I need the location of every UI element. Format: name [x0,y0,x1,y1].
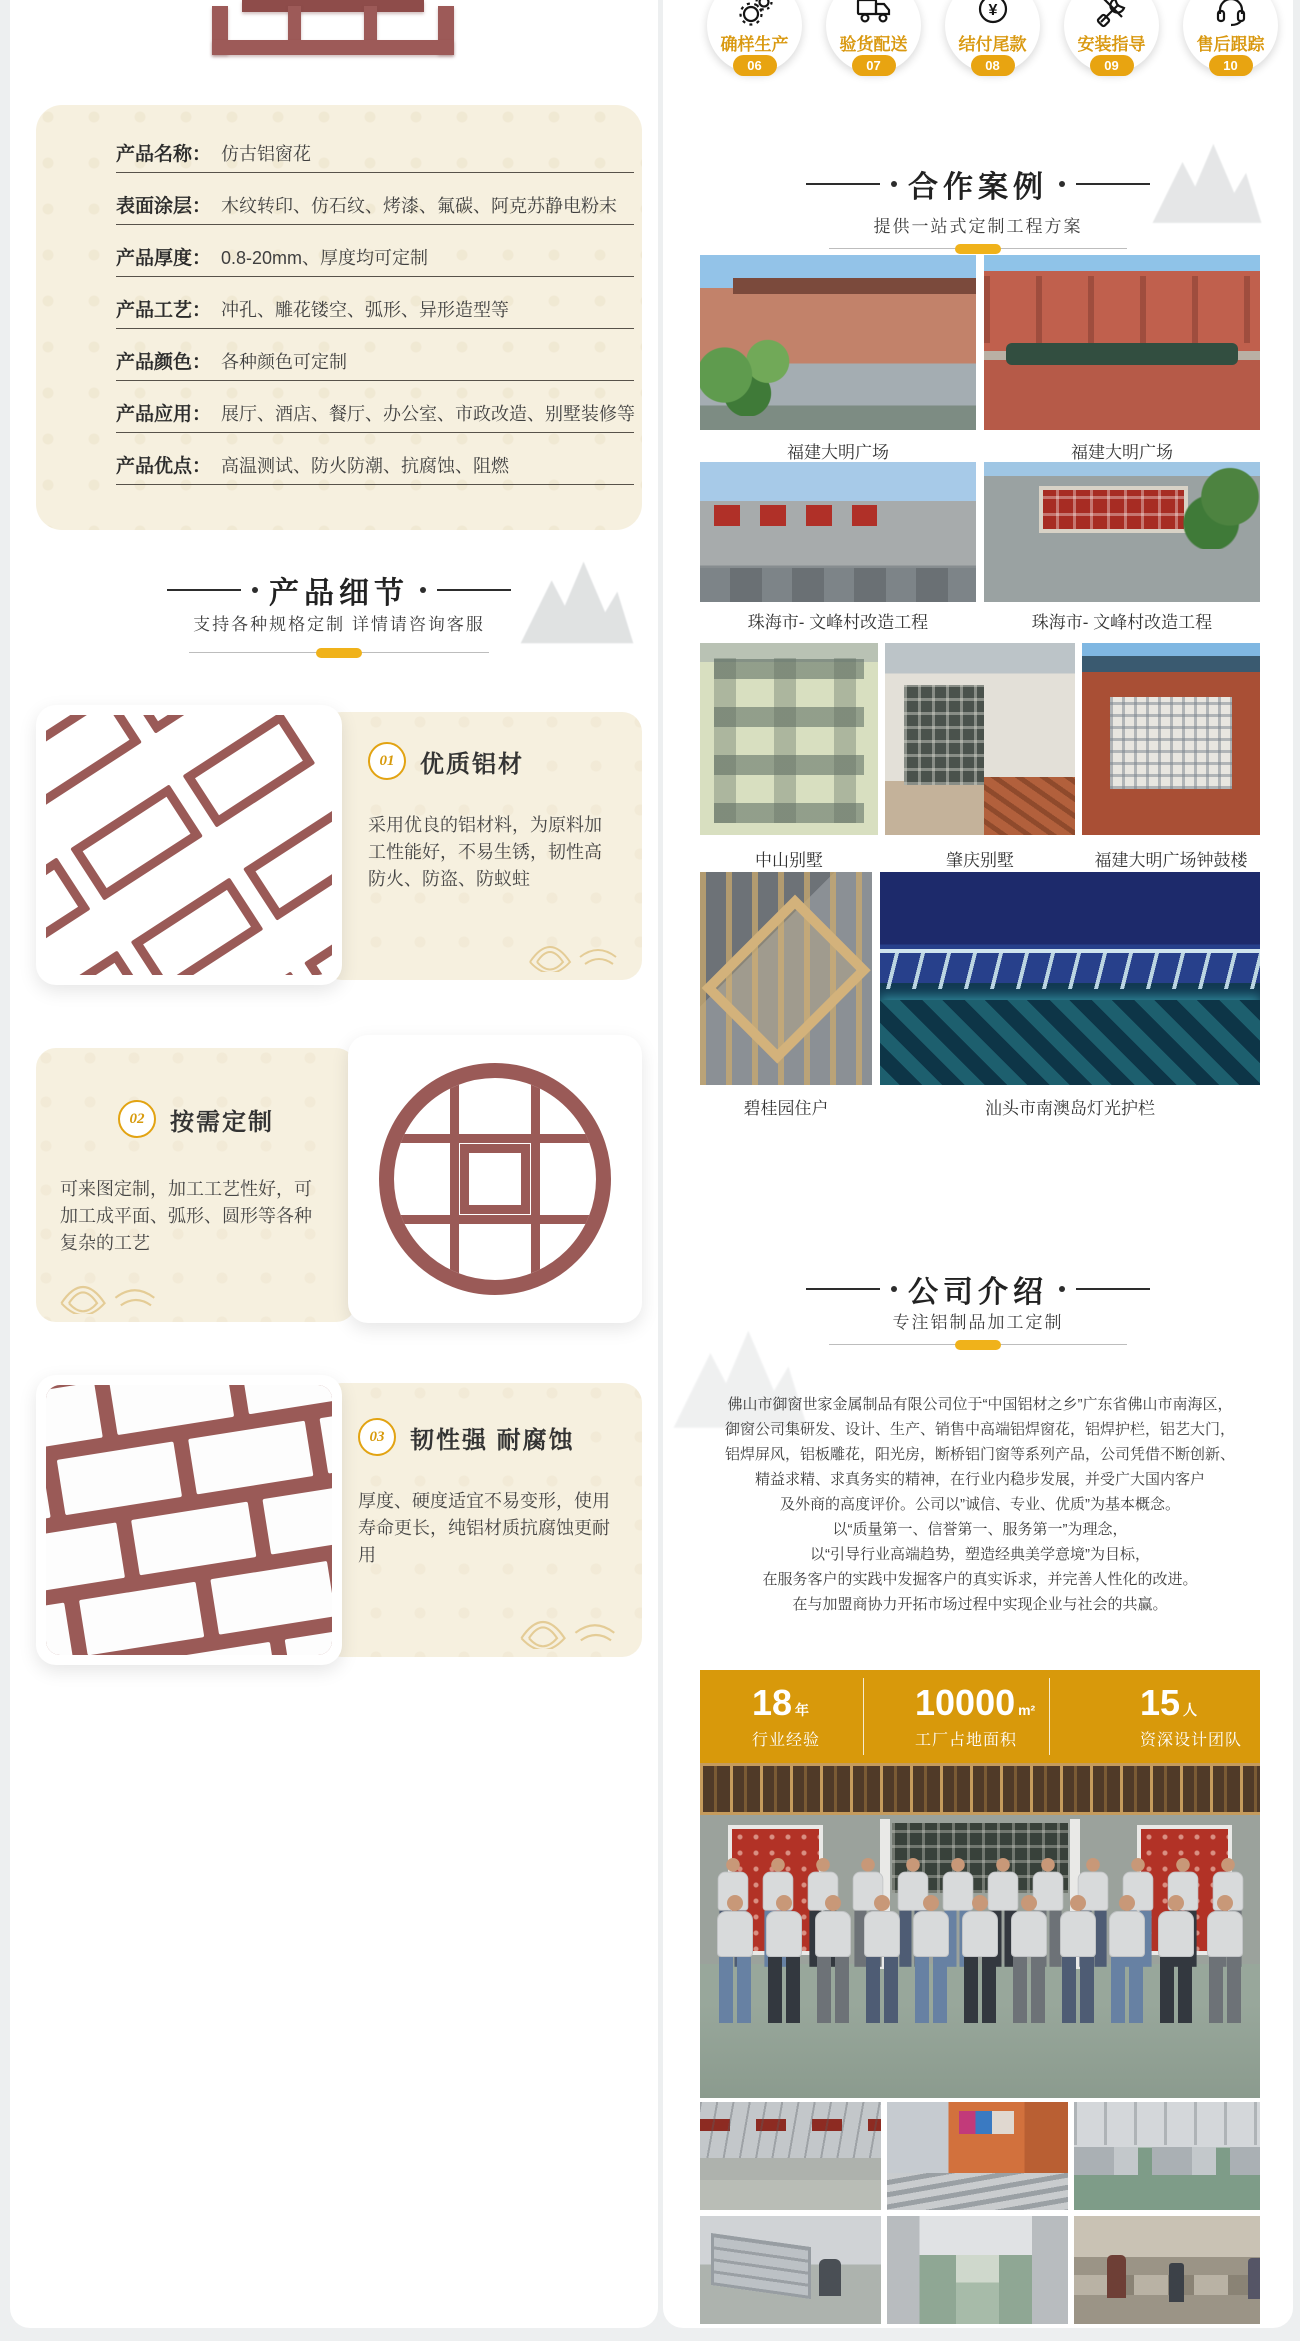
service-step-number: 08 [971,55,1015,76]
case-photo-shantou-railing [880,872,1260,1085]
paragraph-line: 在与加盟商协力开拓市场过程中实现企业与社会的共赢。 [792,1596,1168,1613]
stat-unit: 人 [1183,1702,1198,1718]
section-subtitle-cases: 提供一站式定制工程方案 [873,217,1083,236]
section-divider [829,1344,1127,1345]
section-title-cases [663,162,1293,206]
truck-icon [855,0,893,28]
case-caption: 碧桂园住户 [743,1099,829,1118]
section-title-text: 合作案例 [908,171,1048,204]
section-subtitle-product-details: 支持各种规格定制 详情请咨询客服 [193,615,485,634]
product-spec-card [36,105,642,530]
stat-label: 工厂占地面积 [915,1732,1018,1749]
title-line-left [806,1288,880,1290]
stat-factory-area [915,1682,1036,1750]
service-label: 安装指导 [1077,35,1146,54]
title-dot-right [420,587,426,593]
title-line-right [1076,183,1150,185]
service-label: 验货配送 [839,35,908,54]
gold-wave-decoration-icon [50,1260,170,1314]
spec-value: 展厅、酒店、餐厅、办公室、市政改造、别墅装修等 [221,403,636,424]
spec-row [116,185,634,225]
stat-unit: m² [1018,1702,1036,1718]
stat-design-team [1140,1682,1243,1750]
paragraph-line: 在服务客户的实践中发掘客户的真实诉求，并完善人性化的改进。 [762,1571,1198,1588]
case-caption: 汕头市南澳岛灯光护栏 [985,1099,1155,1118]
number-badge: 01 [368,742,406,780]
paragraph-line: 精益求精、求真务实的精神，在行业内稳步发展，并受广大国内客户 [754,1471,1205,1488]
case-caption: 福建大明广场钟鼓楼 [1094,851,1248,870]
section-divider [189,652,489,653]
service-step-number: 10 [1209,55,1253,76]
gears-icon [737,0,773,28]
section-title-text: 公司介绍 [908,1276,1048,1309]
spec-label: 产品颜色： [116,352,212,373]
title-dot-left [891,1286,897,1292]
case-photo-fujian-daming-1 [700,255,976,430]
factory-photo [700,2216,881,2324]
factory-photo [887,2216,1068,2324]
case-photo-zhaoqing-villa [885,643,1075,835]
paragraph-line: 御窗公司集研发、设计、生产、销售中高端铝焊窗花，铝焊护栏，铝艺大门， [724,1421,1235,1438]
spec-value: 仿古铝窗花 [221,143,312,164]
gold-pill [316,648,362,658]
factory-photo [887,2102,1068,2210]
stat-value: 15 [1140,1682,1181,1723]
tools-icon [1094,0,1130,28]
title-dot-right [1059,1286,1065,1292]
stat-unit: 年 [795,1702,810,1718]
headset-icon [1213,0,1249,28]
stat-separator [1049,1678,1050,1755]
feature-1-text: 采用优良的铝材料，为原料加 工性能好，不易生锈，韧性高 防火、防盗、防蚁蛀 [368,815,602,889]
spec-value: 0.8-20mm、厚度均可定制 [221,247,429,268]
company-intro-paragraph [683,1392,1277,1617]
stat-value: 18 [752,1682,793,1723]
case-photo-zhongshan-villa [700,643,878,835]
spec-value: 各种颜色可定制 [221,351,348,372]
paragraph-line: 以“质量第一、信誉第一、服务第一”为理念， [832,1521,1128,1538]
case-caption: 珠海市- 文峰村改造工程 [1031,613,1213,632]
round-lattice-icon [379,1063,611,1295]
service-label: 售后跟踪 [1196,35,1265,54]
product-photo-window-frame [212,0,454,56]
spec-label: 产品应用： [116,404,212,425]
case-photo-zhuhai-2 [984,462,1260,602]
spec-row [116,445,634,485]
paragraph-line: 以“引导行业高端趋势，塑造经典美学意境”为目标， [810,1546,1150,1563]
case-photo-zhuhai-1 [700,462,976,602]
spec-row [116,393,634,433]
factory-photo [1074,2102,1260,2210]
spec-value: 冲孔、雕花镂空、弧形、异形造型等 [221,299,510,320]
title-line-right [1076,1288,1150,1290]
stat-label: 行业经验 [752,1732,821,1749]
section-subtitle-company: 专注铝制品加工定制 [892,1313,1064,1332]
diagonal-lattice-grid [46,715,332,975]
brick-lattice-grid [46,1385,332,1655]
feature-3-text: 厚度、硬度适宜不易变形，使用 寿命更长，纯铝材质抗腐蚀更耐 用 [358,1491,610,1565]
gold-wave-decoration-icon [510,1595,630,1649]
feature-3-heading [358,1418,575,1456]
paragraph-line: 佛山市御窗世家金属制品有限公司位于“中国铝材之乡”广东省佛山市南海区， [727,1396,1233,1413]
service-step-number: 09 [1090,55,1134,76]
section-title-product-details [39,568,639,612]
stat-separator [863,1678,864,1755]
case-photo-bell-tower [1082,643,1260,835]
title-line-left [167,589,241,591]
feature-2-text: 可来图定制，加工工艺性好，可 加工成平面、弧形、圆形等各种 复杂的工艺 [60,1179,312,1253]
team-photo [700,1763,1260,2098]
number-badge: 03 [358,1418,396,1456]
service-label: 结付尾款 [958,35,1027,54]
title-dot-left [252,587,258,593]
spec-value: 木纹转印、仿石纹、烤漆、氟碳、阿克苏静电粉末 [221,195,618,216]
title-dot-right [1059,181,1065,187]
spec-label: 产品名称： [116,144,212,165]
spec-row [116,133,634,173]
svg-text:¥: ¥ [988,2,997,19]
case-caption: 中山别墅 [755,851,823,870]
feature-image-2-round-lattice [348,1035,642,1323]
stat-value: 10000 [915,1682,1016,1723]
service-step-number: 07 [852,55,896,76]
case-caption: 福建大明广场 [787,443,889,462]
stat-industry-years [752,1682,821,1750]
payment-icon [975,0,1011,28]
spec-value: 高温测试、防火防潮、抗腐蚀、阻燃 [221,455,510,476]
number-badge: 02 [118,1100,156,1138]
case-caption: 珠海市- 文峰村改造工程 [747,613,929,632]
paragraph-line: 及外商的高度评价。公司以”诚信、专业、优质”为基本概念。 [780,1496,1180,1513]
feature-2-heading [36,1100,356,1138]
spec-label: 产品优点： [116,456,212,477]
factory-photo [1074,2216,1260,2324]
factory-photo [700,2102,881,2210]
title-line-right [437,589,511,591]
service-step-number: 06 [733,55,777,76]
feature-image-3-brick-lattice [36,1375,342,1665]
paragraph-line: 铝焊屏风，铝板雕花，阳光房，断桥铝门窗等系列产品，公司凭借不断创新、 [724,1446,1235,1463]
gold-pill [955,244,1001,254]
feature-image-1-lattice [36,705,342,985]
team-front-row [700,1895,1260,2023]
spec-label: 表面涂层： [116,196,212,217]
spec-row [116,341,634,381]
feature-title: 按需定制 [170,1108,274,1136]
case-caption: 福建大明广场 [1071,443,1173,462]
spec-label: 产品工艺： [116,300,212,321]
stats-banner [700,1670,1260,1763]
case-photo-biguiyuan [700,872,872,1085]
section-title-company [663,1267,1293,1311]
stat-label: 资深设计团队 [1140,1732,1243,1749]
section-title-text: 产品细节 [269,577,409,610]
section-divider [829,248,1127,249]
case-photo-fujian-daming-2 [984,255,1260,430]
spec-row [116,289,634,329]
feature-title: 优质铝材 [420,750,524,778]
feature-1-heading [368,742,524,780]
title-dot-left [891,181,897,187]
spec-label: 产品厚度： [116,248,212,269]
service-label: 确样生产 [720,35,789,54]
meander-pattern-band [700,1763,1260,1815]
case-caption: 肇庆别墅 [946,851,1014,870]
gold-wave-decoration-icon [520,922,630,972]
feature-title: 韧性强 耐腐蚀 [410,1426,575,1454]
gold-pill [955,1340,1001,1350]
title-line-left [806,183,880,185]
spec-row [116,237,634,277]
